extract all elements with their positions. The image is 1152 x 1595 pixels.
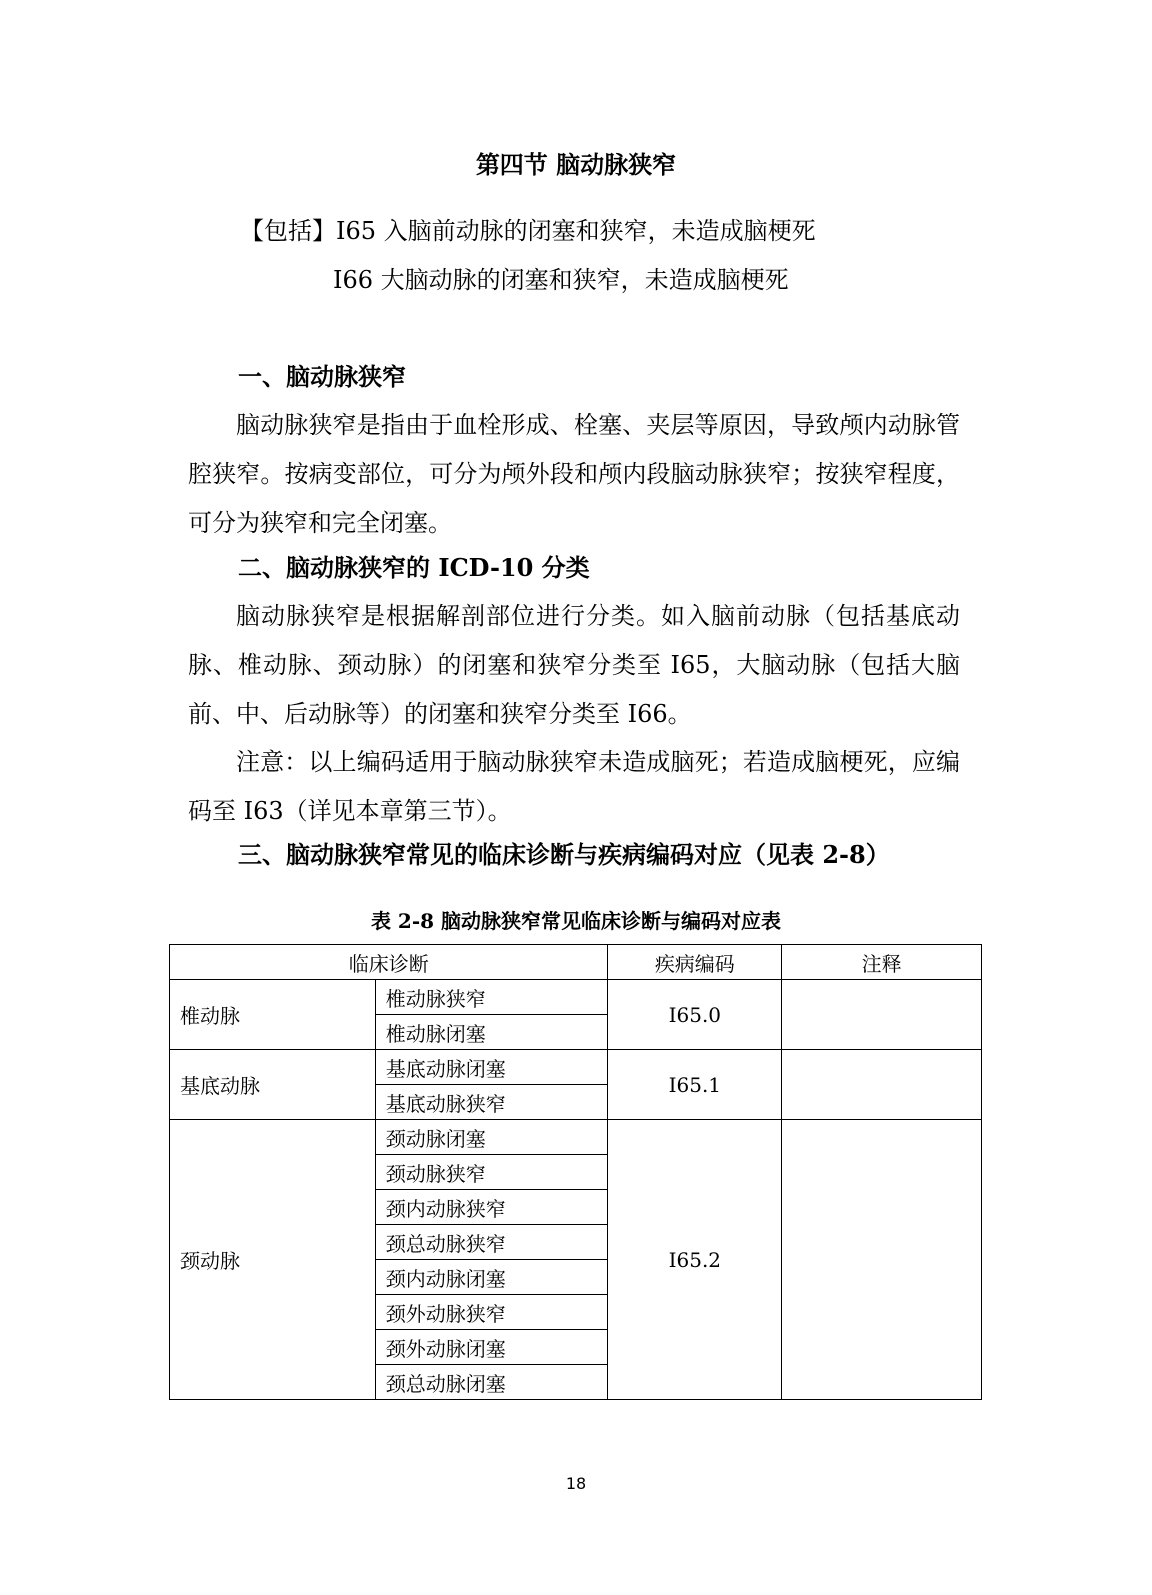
category-cell: 椎动脉 xyxy=(170,980,376,1050)
diagnosis-cell: 椎动脉狭窄 xyxy=(375,980,608,1015)
code-cell: I65.1 xyxy=(608,1050,782,1120)
paragraph-definition: 脑动脉狭窄是指由于血栓形成、栓塞、夹层等原因，导致颅内动脉管腔狭窄。按病变部位，可分为颅外段和颅内段脑动脉狭窄；按狭窄程度，可分为狭窄和完全闭塞。 xyxy=(188,411,960,537)
diagnosis-cell: 颈外动脉闭塞 xyxy=(375,1330,608,1365)
includes-line-1: 【包括】I65 入脑前动脉的闭塞和狭窄，未造成脑梗死 xyxy=(240,217,816,245)
diagnosis-cell: 颈外动脉狭窄 xyxy=(375,1295,608,1330)
table-caption: 表 2-8 脑动脉狭窄常见临床诊断与编码对应表 xyxy=(370,909,782,933)
heading-1: 一、脑动脉狭窄 xyxy=(238,362,406,391)
note-cell xyxy=(782,1120,982,1400)
paragraph-classification: 脑动脉狭窄是根据解剖部位进行分类。如入脑前动脉（包括基底动脉、椎动脉、颈动脉）的闭塞和狭窄分类至 I65，大脑动脉（包括大脑前、中、后动脉等）的闭塞和狭窄分类至 I66。 xyxy=(188,602,960,728)
category-cell: 基底动脉 xyxy=(170,1050,376,1120)
heading-2: 二、脑动脉狭窄的 ICD-10 分类 xyxy=(238,553,590,582)
diagnosis-cell: 基底动脉狭窄 xyxy=(375,1085,608,1120)
note-cell xyxy=(782,980,982,1050)
diagnosis-cell: 颈内动脉闭塞 xyxy=(375,1260,608,1295)
diagnosis-cell: 颈总动脉狭窄 xyxy=(375,1225,608,1260)
diagnosis-cell: 基底动脉闭塞 xyxy=(375,1050,608,1085)
diagnosis-cell: 颈总动脉闭塞 xyxy=(375,1365,608,1400)
table-row xyxy=(170,1120,982,1155)
table-row xyxy=(170,980,982,1015)
diagnosis-cell: 椎动脉闭塞 xyxy=(375,1015,608,1050)
code-table xyxy=(169,944,982,1400)
header-diagnosis: 临床诊断 xyxy=(170,945,608,980)
diagnosis-cell: 颈动脉狭窄 xyxy=(375,1155,608,1190)
section-title: 第四节 脑动脉狭窄 xyxy=(475,150,677,179)
category-cell: 颈动脉 xyxy=(170,1120,376,1400)
includes-line-2: I66 大脑动脉的闭塞和狭窄，未造成脑梗死 xyxy=(333,266,789,294)
page-number: 18 xyxy=(565,1474,587,1493)
code-cell: I65.2 xyxy=(608,1120,782,1400)
note-cell xyxy=(782,1050,982,1120)
paragraph-note: 注意：以上编码适用于脑动脉狭窄未造成脑死；若造成脑梗死，应编码至 I63（详见本章第三节）。 xyxy=(188,748,960,825)
table-row xyxy=(170,1050,982,1085)
table-header-row xyxy=(170,945,982,980)
code-cell: I65.0 xyxy=(608,980,782,1050)
header-code: 疾病编码 xyxy=(608,945,782,980)
header-note: 注释 xyxy=(782,945,982,980)
diagnosis-cell: 颈动脉闭塞 xyxy=(375,1120,608,1155)
diagnosis-cell: 颈内动脉狭窄 xyxy=(375,1190,608,1225)
heading-3: 三、脑动脉狭窄常见的临床诊断与疾病编码对应（见表 2-8） xyxy=(238,840,890,869)
